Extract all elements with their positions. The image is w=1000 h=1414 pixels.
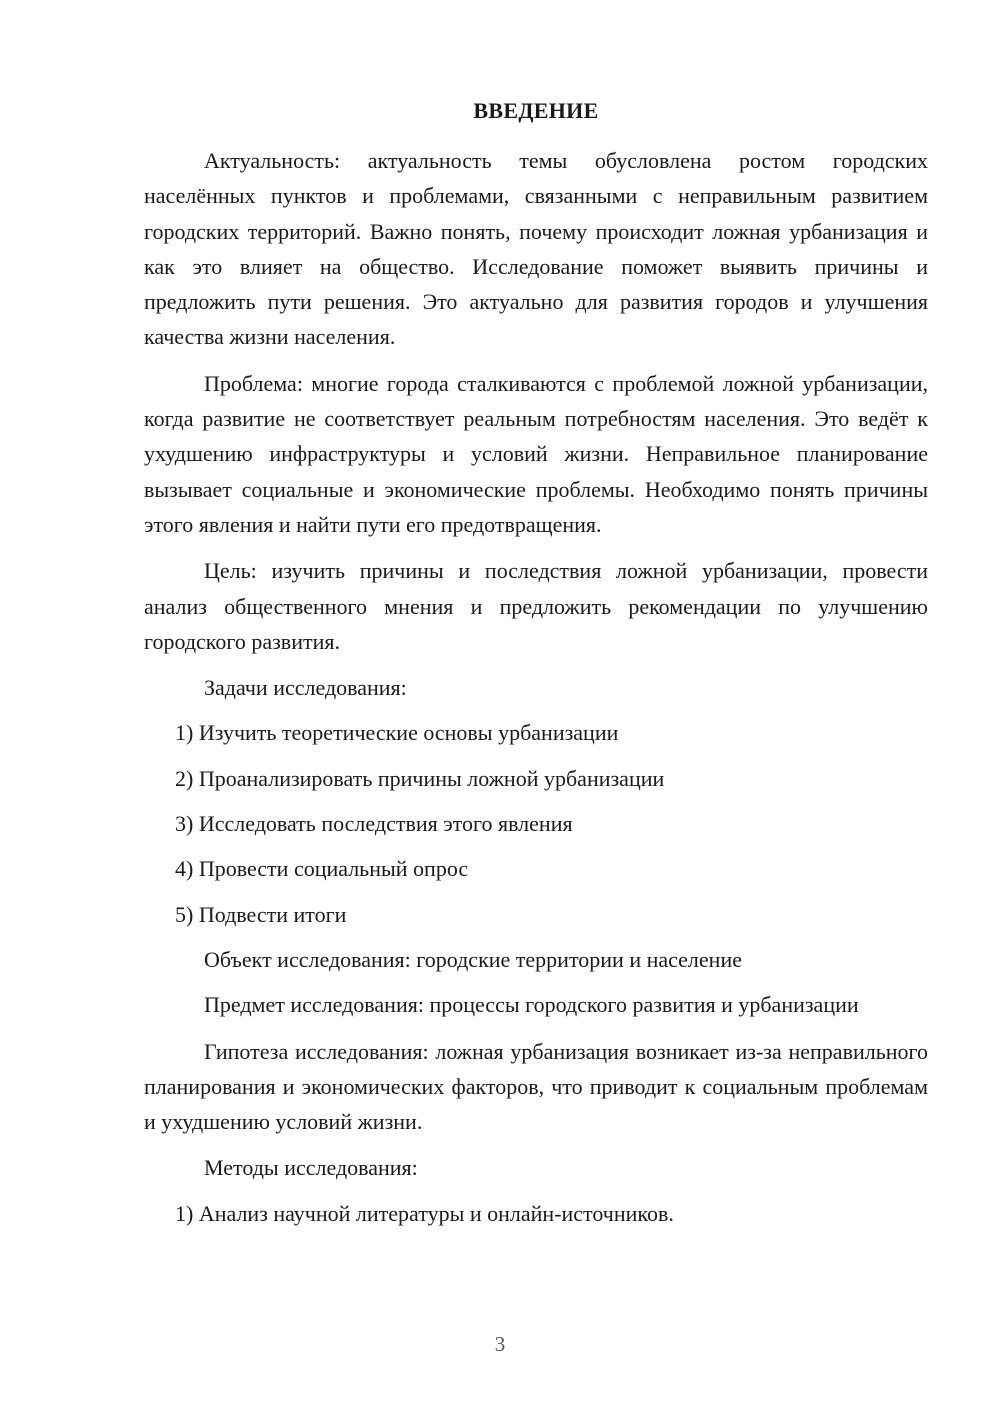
- methods-heading: Методы исследования:: [204, 1155, 418, 1181]
- tasks-list: [144, 715, 928, 931]
- methods-list: [144, 1196, 928, 1231]
- list-item: 1) Изучить теоретические основы урбанизации: [175, 720, 619, 746]
- page-number: 3: [494, 1332, 506, 1356]
- object-paragraph: Объект исследования: городские территории и население: [204, 946, 742, 972]
- list-item: 4) Провести социальный опрос: [175, 856, 469, 882]
- list-item: 2) Проанализировать причины ложной урбанизации: [175, 765, 665, 791]
- document-body: [144, 143, 928, 1241]
- tasks-heading: Задачи исследования:: [204, 675, 407, 701]
- section-title: ВВЕДЕНИЕ: [473, 98, 599, 123]
- subject-paragraph: Предмет исследования: процессы городского развития и урбанизации: [204, 992, 859, 1018]
- list-item: 5) Подвести итоги: [175, 901, 347, 927]
- goal-paragraph: Цель: изучить причины и последствия ложной урбанизации, провести анализ общественного мнения и предложить рекомендации по улучшению городского развития.: [144, 558, 928, 654]
- list-item: 1) Анализ научной литературы и онлайн-источников.: [175, 1200, 674, 1226]
- relevance-paragraph: Актуальность: актуальность темы обусловлена ростом городских населённых пунктов и проблемами, связанными с неправильным развитием городских территорий. Важно понять, почему происходит ложная урбанизация и как это влияет на общество. Исследование поможет выявить причины и предложить пути решения. Это актуально для развития городов и улучшения качества жизни населения.: [144, 148, 928, 350]
- problem-paragraph: Проблема: многие города сталкиваются с проблемой ложной урбанизации, когда развитие не соответствует реальным потребностям населения. Это ведёт к ухудшению инфраструктуры и условий жизни. Неправильное планирование вызывает социальные и экономические проблемы. Необходимо понять причины этого явления и найти пути его предотвращения.: [144, 370, 928, 537]
- list-item: 3) Исследовать последствия этого явления: [175, 811, 573, 837]
- hypothesis-paragraph: Гипотеза исследования: ложная урбанизация возникает из-за неправильного планирования и экономических факторов, что приводит к социальным проблемам и ухудшению условий жизни.: [144, 1038, 928, 1135]
